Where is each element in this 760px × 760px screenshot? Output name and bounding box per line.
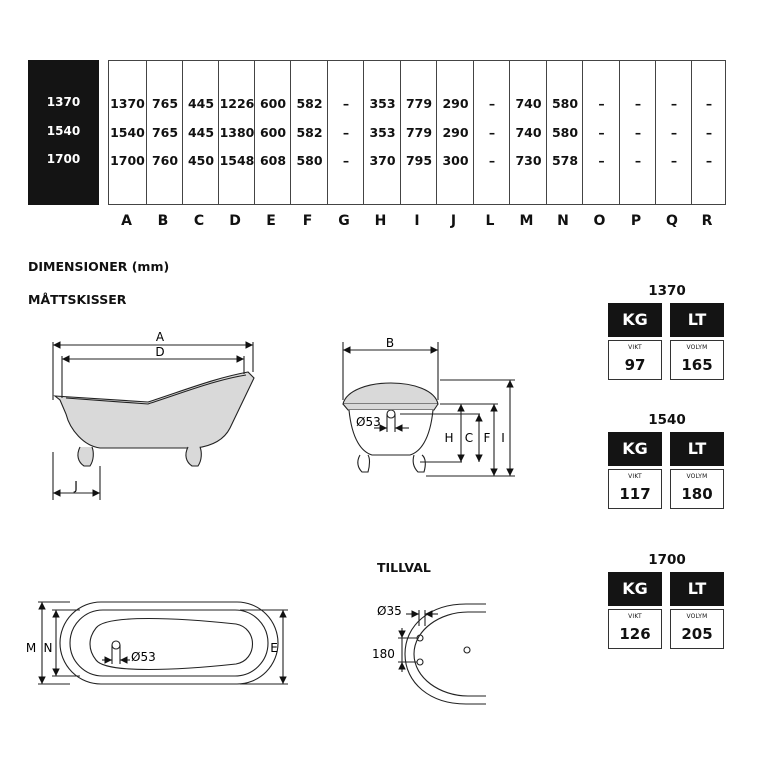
kg-header: KG xyxy=(608,303,662,337)
label-a: A xyxy=(155,330,165,344)
weight-box xyxy=(608,340,662,380)
label-hole: Ø35 xyxy=(377,604,402,618)
column-letter: C xyxy=(193,213,205,229)
top-view-sketch xyxy=(38,602,288,684)
table-cell: 582 xyxy=(296,125,323,140)
label-drain-top: Ø53 xyxy=(131,650,156,664)
table-cell: 1380 xyxy=(219,125,255,140)
table-cell: – xyxy=(342,153,350,168)
lt-header: LT xyxy=(670,432,724,466)
row-label: 1370 xyxy=(46,95,81,109)
table-cell: – xyxy=(342,125,350,140)
volume-box xyxy=(670,340,724,380)
table-cell: 600 xyxy=(259,96,287,111)
spec-size-label: 1370 xyxy=(648,283,686,299)
table-cell: 600 xyxy=(259,125,287,140)
label-e: E xyxy=(270,641,278,655)
table-cell: 740 xyxy=(515,96,542,111)
table-cell: 608 xyxy=(259,153,287,168)
column-letter: F xyxy=(302,213,313,229)
lt-header: LT xyxy=(670,303,724,337)
dimensions-heading: DIMENSIONER (mm) xyxy=(28,259,170,274)
weight-value: 126 xyxy=(619,625,651,643)
table-cell: 290 xyxy=(442,125,469,140)
column-letter: P xyxy=(630,213,642,229)
table-cell: – xyxy=(670,125,678,140)
column-letter: H xyxy=(374,213,387,229)
end-view-sketch xyxy=(343,342,515,476)
table-cell: 580 xyxy=(296,153,323,168)
table-cell: – xyxy=(488,96,496,111)
table-cell: 795 xyxy=(405,153,433,168)
table-cell: 445 xyxy=(187,125,215,140)
table-cell: 1548 xyxy=(219,153,255,168)
column-letter: E xyxy=(266,213,276,229)
column-letter: L xyxy=(485,213,495,229)
volume-box xyxy=(670,469,724,509)
volume-value: 165 xyxy=(681,356,713,374)
table-cell: 1226 xyxy=(219,96,255,111)
table-cell: 580 xyxy=(551,125,579,140)
table-cell: – xyxy=(598,96,605,111)
table-cell: – xyxy=(705,96,713,111)
column-letter: G xyxy=(338,213,350,229)
spec-size-label: 1540 xyxy=(648,412,686,428)
table-cell: – xyxy=(598,125,605,140)
label-i: I xyxy=(501,431,505,445)
table-cell: 765 xyxy=(151,125,179,140)
label-f: F xyxy=(483,431,491,445)
label-h: H xyxy=(444,431,454,445)
spec-caption: VOLYM xyxy=(686,344,708,351)
spec-caption: VOLYM xyxy=(686,613,708,620)
table-cell: – xyxy=(705,125,713,140)
option-sketch xyxy=(398,604,486,704)
column-letter: A xyxy=(121,213,132,229)
volume-box xyxy=(670,609,724,649)
spec-size-label: 1700 xyxy=(648,552,686,568)
weight-box xyxy=(608,609,662,649)
table-cell: 730 xyxy=(515,153,542,168)
table-cell: – xyxy=(342,96,350,111)
label-m: M xyxy=(25,641,37,655)
column-letter: N xyxy=(557,213,569,229)
label-drain-end: Ø53 xyxy=(356,415,381,429)
table-cell: 578 xyxy=(551,153,579,168)
column-letter: D xyxy=(229,213,241,229)
table-cell: – xyxy=(488,153,496,168)
row-label: 1700 xyxy=(46,152,81,166)
table-cell: 760 xyxy=(151,153,179,168)
sketches-heading: MÅTTSKISSER xyxy=(28,292,127,307)
table-cell: – xyxy=(634,153,642,168)
label-j: J xyxy=(74,479,78,493)
column-letter: R xyxy=(701,213,713,229)
table-cell: – xyxy=(598,153,605,168)
table-cell: – xyxy=(488,125,496,140)
column-letter: I xyxy=(414,213,420,229)
table-cell: – xyxy=(634,125,642,140)
table-cell: 353 xyxy=(369,96,396,111)
label-c: C xyxy=(464,431,474,445)
spec-caption: VIKT xyxy=(628,613,642,620)
table-cell: 1700 xyxy=(110,153,145,168)
table-cell: – xyxy=(670,153,678,168)
label-b: B xyxy=(385,336,395,350)
spec-caption: VOLYM xyxy=(686,473,708,480)
table-cell: 580 xyxy=(551,96,579,111)
kg-header: KG xyxy=(608,432,662,466)
table-cell: – xyxy=(670,96,678,111)
volume-value: 205 xyxy=(681,625,713,643)
label-spacing: 180 xyxy=(372,647,395,661)
table-cell: – xyxy=(705,153,713,168)
table-cell: 779 xyxy=(405,125,433,140)
side-view-sketch xyxy=(53,342,254,500)
table-cell: 450 xyxy=(187,153,215,168)
weight-value: 117 xyxy=(619,485,651,503)
label-n: N xyxy=(43,641,53,655)
table-cell: 779 xyxy=(405,96,433,111)
options-heading: TILLVAL xyxy=(377,560,431,575)
table-cell: – xyxy=(634,96,642,111)
weight-box xyxy=(608,469,662,509)
weight-value: 97 xyxy=(624,356,646,374)
table-cell: 445 xyxy=(187,96,215,111)
table-cell: 353 xyxy=(369,125,396,140)
column-letter: B xyxy=(157,213,169,229)
table-cell: 740 xyxy=(515,125,542,140)
table-cell: 290 xyxy=(442,96,469,111)
table-cell: 765 xyxy=(151,96,179,111)
column-letter: O xyxy=(593,213,606,229)
lt-header: LT xyxy=(670,572,724,606)
column-letter: M xyxy=(519,213,534,229)
table-cell: 370 xyxy=(369,153,396,168)
column-letter: Q xyxy=(666,213,678,229)
spec-caption: VIKT xyxy=(628,344,642,351)
spec-caption: VIKT xyxy=(628,473,642,480)
table-cell: 582 xyxy=(296,96,323,111)
table-cell: 1370 xyxy=(110,96,145,111)
kg-header: KG xyxy=(608,572,662,606)
table-cell: 1540 xyxy=(110,125,145,140)
label-d: D xyxy=(155,345,165,359)
table-cell: 300 xyxy=(442,153,469,168)
volume-value: 180 xyxy=(681,485,713,503)
column-letter: J xyxy=(450,213,457,229)
row-label: 1540 xyxy=(46,124,81,138)
